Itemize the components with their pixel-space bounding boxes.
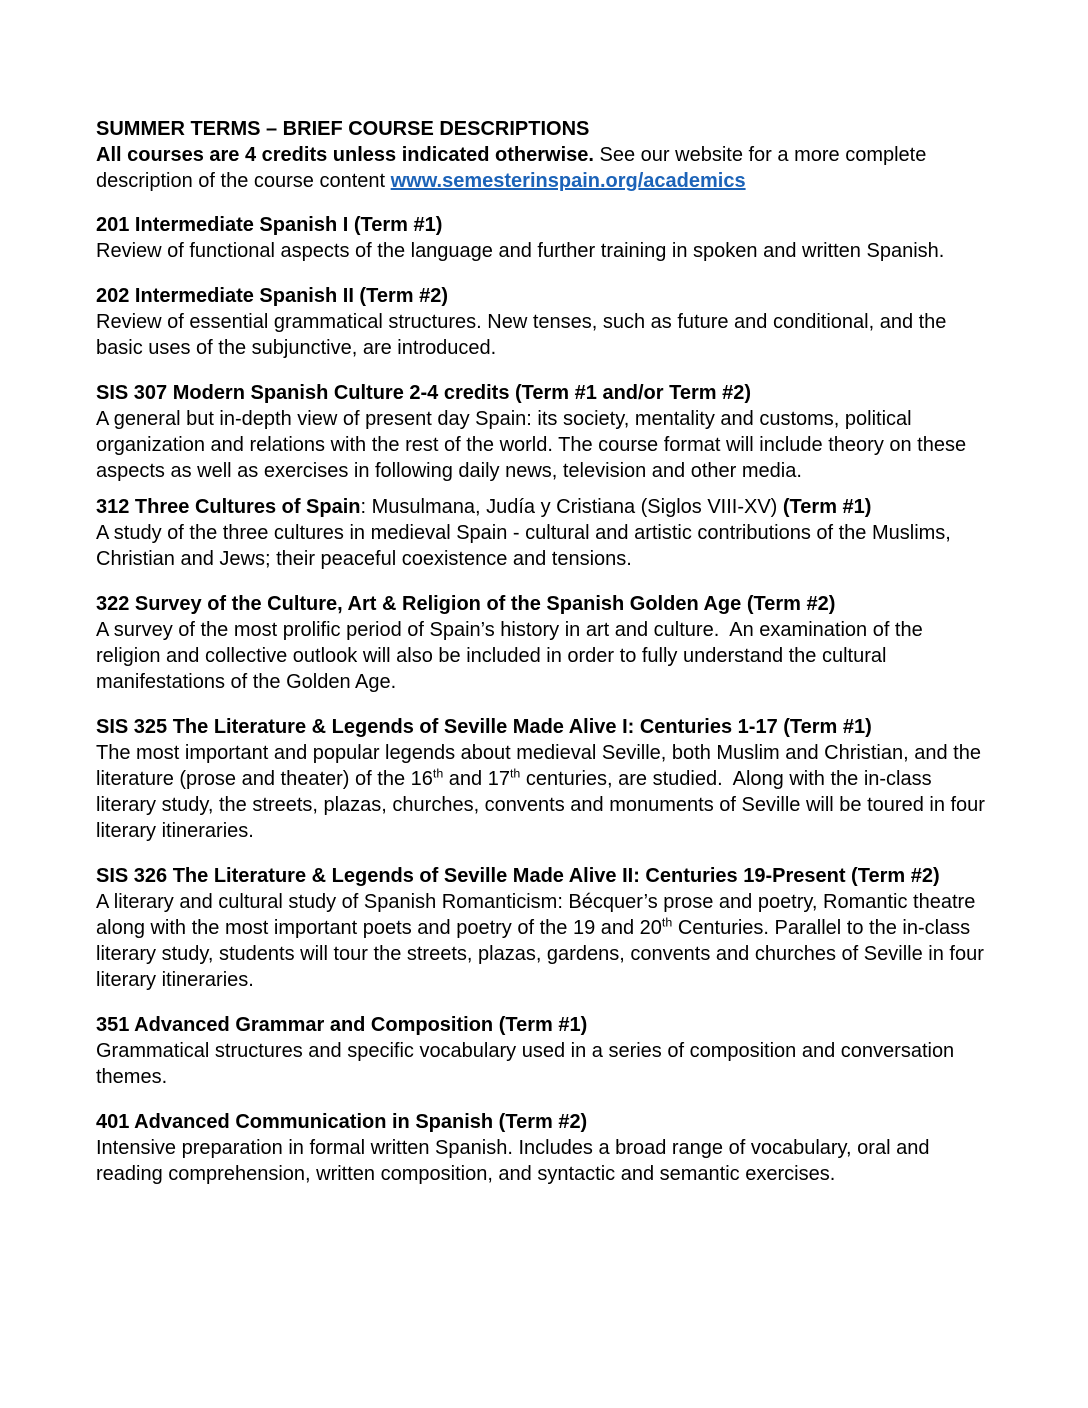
academics-link[interactable]: www.semesterinspain.org/academics xyxy=(390,170,746,192)
course-heading: SIS 325 The Literature & Legends of Seville Made Alive I: Centuries 1-17 (Term #1) xyxy=(96,716,872,738)
course-heading: 201 Intermediate Spanish I (Term #1) xyxy=(96,214,443,236)
course-description: Intensive preparation in formal written Spanish. Includes a broad range of vocabulary, oral and reading comprehension, written composition, and syntactic and semantic exercises. xyxy=(96,1137,936,1185)
course-section-322 xyxy=(96,591,992,695)
course-description: Review of essential grammatical structures. New tenses, such as future and conditional, and the basic uses of the subjunctive, are introduced. xyxy=(96,311,952,359)
course-description: A general but in-depth view of present day Spain: its society, mentality and customs, political organization and relations with the rest of the world. The course format will include theory on these aspects as well as exercises in following daily news, television and other media. xyxy=(96,408,972,482)
course-description: Review of functional aspects of the language and further training in spoken and written Spanish. xyxy=(96,240,945,262)
course-section-312 xyxy=(96,494,992,572)
course-section-202 xyxy=(96,283,992,361)
course-section-sis307 xyxy=(96,380,992,484)
course-heading: 202 Intermediate Spanish II (Term #2) xyxy=(96,285,448,307)
course-heading: SIS 307 Modern Spanish Culture 2-4 credits (Term #1 and/or Term #2) xyxy=(96,382,751,404)
course-description: A literary and cultural study of Spanish Romanticism: Bécquer’s prose and poetry, Romantic theatre along with the most important poets and poetry of the 19 and 20th Centuries. Parallel to the in-class literary study, students will tour the streets, plazas, gardens, convents and churches of Seville in four literary itineraries. xyxy=(96,891,990,991)
course-heading: SIS 326 The Literature & Legends of Seville Made Alive II: Centuries 19-Present (Term #2) xyxy=(96,865,940,887)
course-description: A survey of the most prolific period of Spain’s history in art and culture. An examination of the religion and collective outlook will also be included in order to fully understand the cultural manifestations of the Golden Age. xyxy=(96,619,929,693)
course-section-351 xyxy=(96,1012,992,1090)
course-section-401 xyxy=(96,1109,992,1187)
course-section-sis326 xyxy=(96,863,992,993)
document-title: SUMMER TERMS – BRIEF COURSE DESCRIPTIONS xyxy=(96,118,590,140)
course-description: The most important and popular legends about medieval Seville, both Muslim and Christian, and the literature (prose and theater) of the 16th and 17th centuries, are studied. Along with the in-class literary study, the streets, plazas, churches, convents and monuments of Seville will be toured in four literary itineraries. xyxy=(96,742,991,842)
course-heading: 312 Three Cultures of Spain: Musulmana, Judía y Cristiana (Siglos VIII-XV) (Term #1) xyxy=(96,496,872,518)
course-description: Grammatical structures and specific vocabulary used in a series of composition and conversation themes. xyxy=(96,1040,960,1088)
course-description: A study of the three cultures in medieval Spain - cultural and artistic contributions of the Muslims, Christian and Jews; their peaceful coexistence and tensions. xyxy=(96,522,957,570)
intro-regular-text: See our website for a more complete description of the course content xyxy=(96,144,927,192)
course-heading: 351 Advanced Grammar and Composition (Term #1) xyxy=(96,1014,588,1036)
course-section-sis325 xyxy=(96,714,992,844)
intro-paragraph xyxy=(96,142,992,194)
intro-bold-text: All courses are 4 credits unless indicated otherwise. xyxy=(96,144,594,166)
course-heading: 401 Advanced Communication in Spanish (Term #2) xyxy=(96,1111,588,1133)
course-section-201 xyxy=(96,212,992,264)
course-heading: 322 Survey of the Culture, Art & Religion of the Spanish Golden Age (Term #2) xyxy=(96,593,836,615)
